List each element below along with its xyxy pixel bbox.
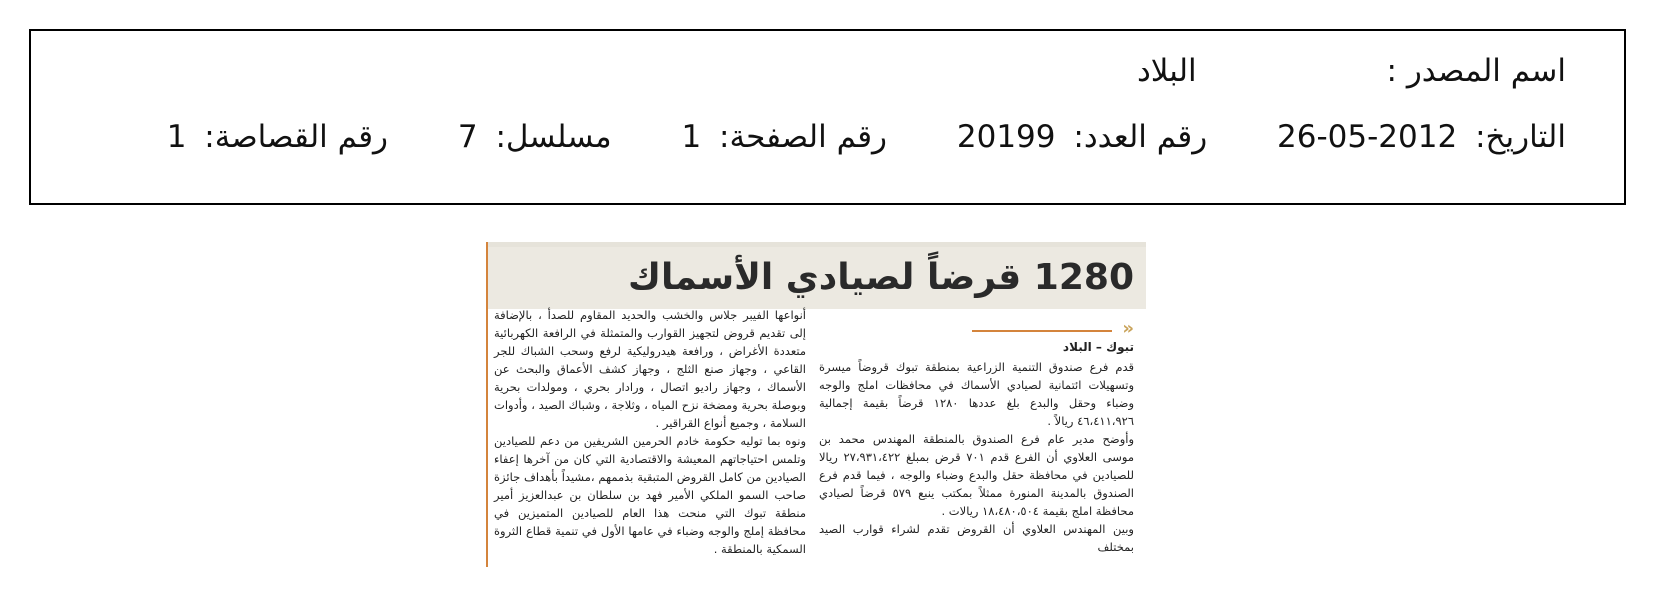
issue-value: 20199 bbox=[956, 119, 1056, 155]
source-label: اسم المصدر : bbox=[1386, 53, 1566, 89]
article-paragraph: قدم فرع صندوق التنمية الزراعية بمنطقة تبوك قروضاً ميسرة وتسهيلات ائتمانية لصيادي الأسماك في محافظات املج والوجه وضباء وحقل والبدع بلغ عددها ١٢٨٠ قرضاً بقيمة إجمالية ٤٦،٤١١،٩٢٦ ريالاً . bbox=[819, 360, 1134, 428]
newspaper-clipping bbox=[486, 242, 1146, 567]
date-value: 26-05-2012 bbox=[1277, 119, 1458, 155]
metadata-header-box bbox=[29, 29, 1626, 205]
page-value: 1 bbox=[681, 119, 702, 155]
issue-field bbox=[957, 119, 1207, 155]
article-column-left bbox=[494, 306, 806, 558]
source-row bbox=[1137, 53, 1566, 89]
clip-number-label: رقم القصاصة: bbox=[204, 119, 389, 155]
details-row bbox=[167, 119, 1566, 155]
serial-field bbox=[458, 119, 612, 155]
article-column-right bbox=[819, 316, 1134, 556]
clip-number-value: 1 bbox=[166, 119, 187, 155]
page-label: رقم الصفحة: bbox=[719, 119, 888, 155]
byline-block bbox=[819, 316, 1134, 358]
source-value: البلاد bbox=[1136, 53, 1197, 89]
date-label: التاريخ: bbox=[1475, 119, 1566, 155]
article-headline: 1280 قرضاً لصيادي الأسماك bbox=[628, 257, 1134, 298]
article-byline: تبوك – البلاد bbox=[1062, 340, 1134, 354]
source-field bbox=[1137, 53, 1566, 89]
issue-label: رقم العدد: bbox=[1073, 119, 1208, 155]
article-paragraph: أنواعها الفيبر جلاس والخشب والحديد المقاوم للصدأ ، بالإضافة إلى تقديم قروض لتجهيز القوارب والمتمثلة في الرافعة الكهربائية متعددة الأغراض ، ورافعة هيدروليكية لرفع وسحب الشباك للجر القاعي ، وجهاز صنع الثلج ، وجهاز كشف الأعماق والبحث عن الأسماك ، وجهاز راديو اتصال ، ورادار بحري ، ومولدات بحرية وبوصلة بحرية ومضخة نزح المياه ، وثلاجة ، وشباك الصيد ، وأدوات السلامة ، وجميع أنواع القراقير . bbox=[494, 308, 806, 430]
headline-band bbox=[488, 242, 1146, 309]
article-paragraph: ونوه بما توليه حكومة خادم الحرمين الشريفين من دعم للصيادين وتلمس احتياجاتهم المعيشة والاقتصادية التي كان من آخرها إعفاء الصيادين من كامل القروض المتبقية بذممهم ،مشيداً بأهداف جائزة صاحب السمو الملكي الأمير فهد بن سلطان بن عبدالعزيز أمير منطقة تبوك التي منحت هذا العام للصيادين المتميزين في محافظة إملج والوجه وضباء في عامها الأول في تنمية قطاع الثروة السمكية بالمنطقة . bbox=[494, 434, 806, 556]
byline-rule bbox=[972, 330, 1112, 332]
serial-label: مسلسل: bbox=[495, 119, 612, 155]
clip-number-field bbox=[167, 119, 388, 155]
quote-icon: « bbox=[1122, 318, 1134, 339]
page-field bbox=[681, 119, 887, 155]
article-paragraph: وبين المهندس العلاوي أن القروض تقدم لشراء قوارب الصيد بمختلف bbox=[819, 522, 1134, 554]
date-field bbox=[1277, 119, 1566, 155]
article-paragraph: وأوضح مدير عام فرع الصندوق بالمنطقة المهندس محمد بن موسى العلاوي أن الفرع قدم ٧٠١ قرض بمبلغ ٢٧،٩٣١،٤٢٢ ريالا للصيادين في محافظة حقل والبدع وضباء والوجه ، فيما قدم فرع الصندوق بالمدينة المنورة ممثلاً بمكتب ينبع ٥٧٩ قرضاً لصيادي محافظة املج بقيمة ١٨،٤٨٠،٥٠٤ ريالات . bbox=[819, 432, 1135, 518]
serial-value: 7 bbox=[457, 119, 478, 155]
